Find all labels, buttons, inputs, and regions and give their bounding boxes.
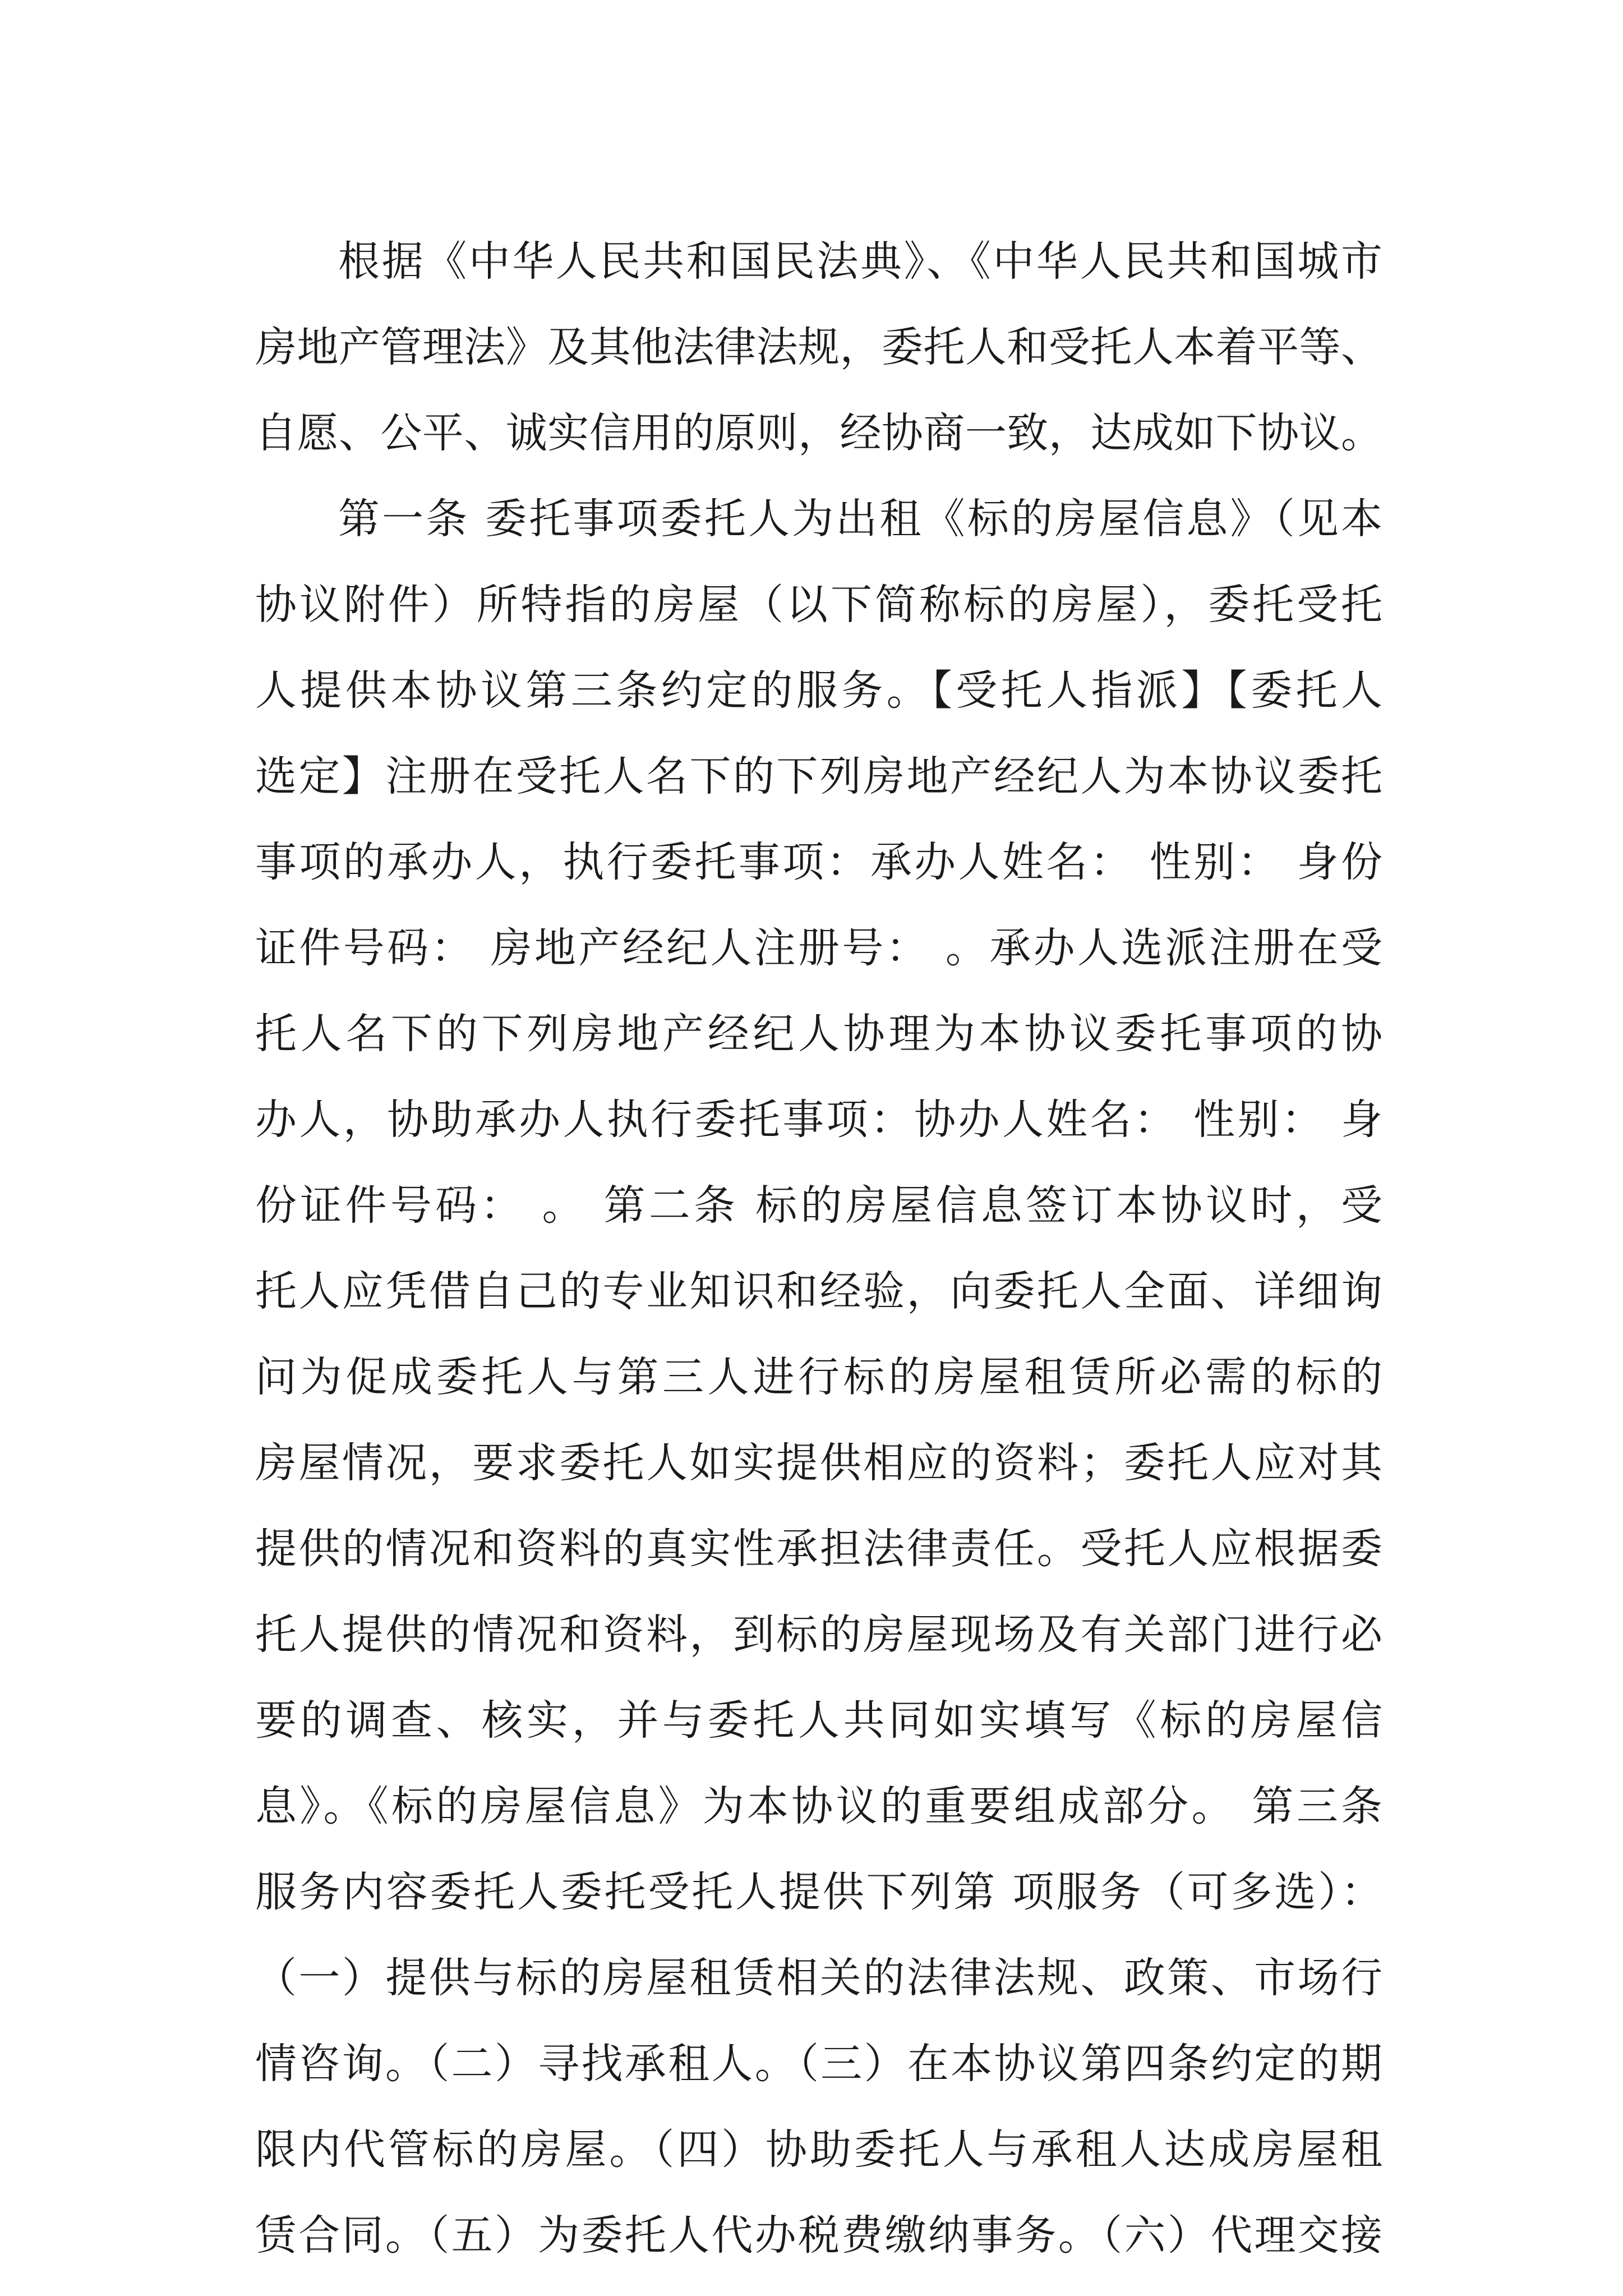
text-line: 息》。《标的房屋信息》为本协议的重要组成部分。 第三条 (255, 1782, 1382, 1830)
document-body (255, 219, 1382, 2279)
text-line: 房地产管理法》及其他法律法规，委托人和受托人本着平等、 (255, 323, 1382, 371)
text-line: 事项的承办人，执行委托事项：承办人姓名： 性别： 身份 (255, 838, 1382, 886)
text-line: 要的调查、核实，并与委托人共同如实填写《标的房屋信 (255, 1696, 1382, 1745)
text-line: 选定】注册在受托人名下的下列房地产经纪人为本协议委托 (255, 752, 1382, 800)
text-line: 房屋情况，要求委托人如实提供相应的资料；委托人应对其 (255, 1439, 1382, 1487)
text-line: 办人，协助承办人执行委托事项：协办人姓名： 性别： 身 (255, 1096, 1382, 1144)
text-line: 第一条 委托事项委托人为出租《标的房屋信息》（见本 (338, 495, 1382, 543)
text-line: 赁合同。（五）为委托人代办税费缴纳事务。（六）代理交接 (255, 2211, 1382, 2260)
text-line: 托人名下的下列房地产经纪人协理为本协议委托事项的协 (255, 1010, 1382, 1058)
text-line: 限内代管标的房屋。（四）协助委托人与承租人达成房屋租 (255, 2125, 1382, 2174)
text-line: 人提供本协议第三条约定的服务。【受托人指派】【委托人 (255, 666, 1382, 715)
text-line: 协议附件）所特指的房屋（以下简称标的房屋），委托受托 (255, 581, 1382, 629)
text-line: 份证件号码： 。 第二条 标的房屋信息签订本协议时，受 (255, 1181, 1382, 1230)
text-line: 情咨询。（二）寻找承租人。（三）在本协议第四条约定的期 (255, 2040, 1382, 2088)
text-line: 托人应凭借自己的专业知识和经验，向委托人全面、详细询 (255, 1267, 1382, 1315)
text-line: 根据《中华人民共和国民法典》、《中华人民共和国城市 (338, 237, 1382, 286)
text-line: 提供的情况和资料的真实性承担法律责任。受托人应根据委 (255, 1525, 1382, 1573)
text-line: （一）提供与标的房屋租赁相关的法律法规、政策、市场行 (255, 1954, 1382, 2002)
text-line: 证件号码： 房地产经纪人注册号： 。承办人选派注册在受 (255, 924, 1382, 972)
text-line: 自愿、公平、诚实信用的原则，经协商一致，达成如下协议。 (255, 409, 1382, 457)
text-line: 问为促成委托人与第三人进行标的房屋租赁所必需的标的 (255, 1353, 1382, 1401)
text-line: 托人提供的情况和资料，到标的房屋现场及有关部门进行必 (255, 1611, 1382, 1659)
text-line: 服务内容委托人委托受托人提供下列第 项服务（可多选）： (255, 1868, 1382, 1916)
